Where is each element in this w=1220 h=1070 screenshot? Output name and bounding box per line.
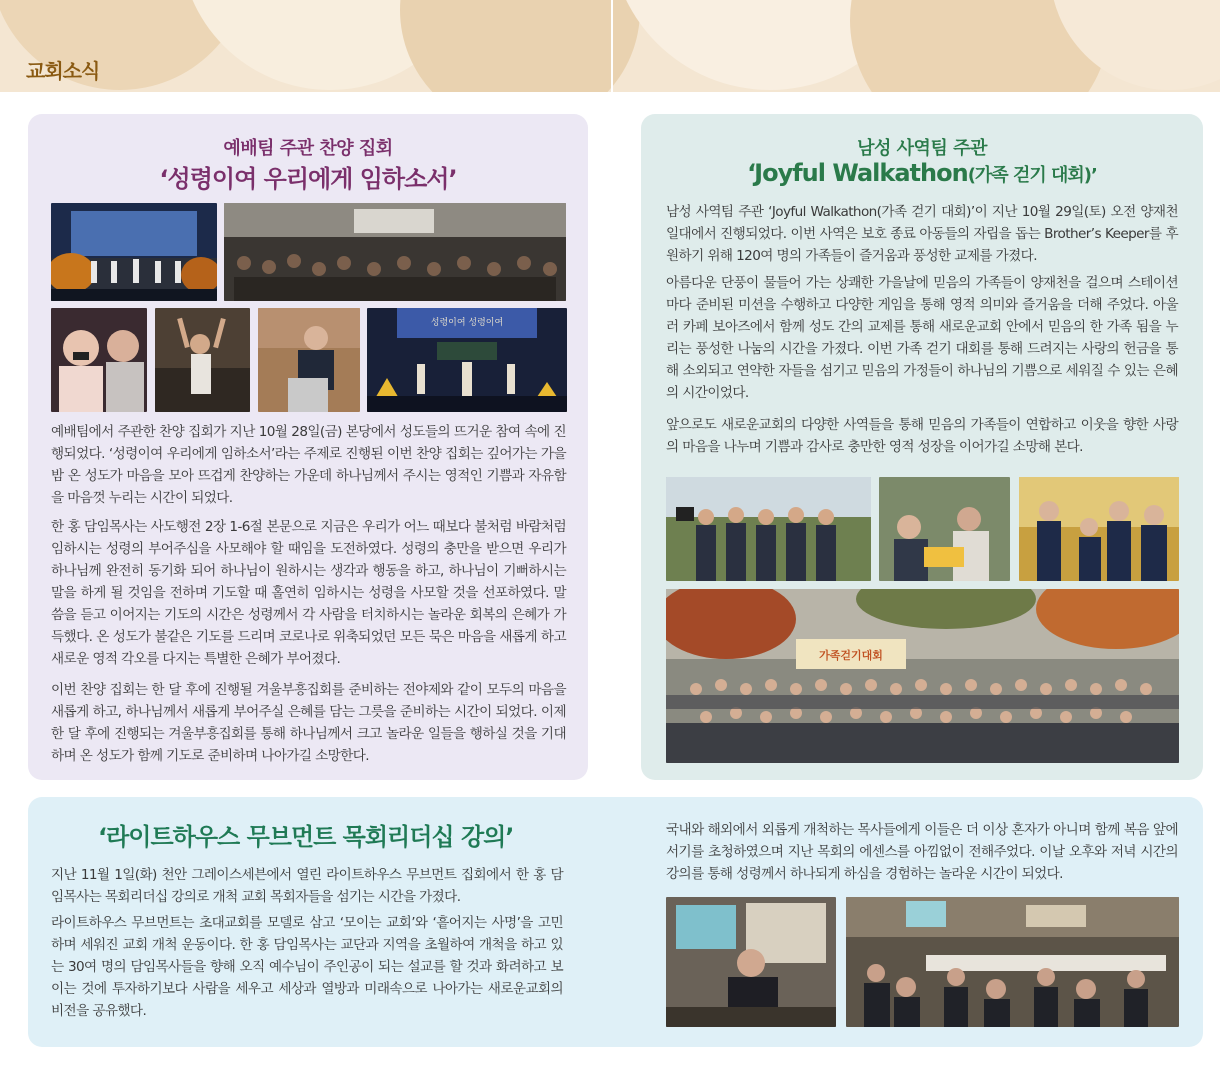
- header-decoration: [0, 0, 1220, 92]
- article-paragraph-3: 앞으로도 새로운교회의 다양한 사역들을 통해 믿음의 가족들이 연합하고 이웃을 향한 사랑의 마음을 나누며 기쁨과 감사로 충만한 영적 성장을 이어가길 소망해 본다.: [666, 417, 1178, 455]
- mission-station-photo: [879, 477, 1010, 581]
- article-paragraph-2: 한 홍 담임목사는 사도행전 2장 1-6절 본문으로 지금은 우리가 어느 때보다 불처럼 바람처럼 임하시는 성령의 부어주심을 사모해야 할 때임을 도전하였다. 성령의 충만을 받으면 우리가 하나님께 완전히 동기화 되어 하나님이 원하시는 생각과 행동을 하고, 하나님이 기뻐하시는 말을 하게 될 것임을 전하며 기도할 때 홀연히 임하시는 성령을 사모할 것을 선포하였다. 말씀을 듣고 이어지는 기도의 시간은 성령께서 각 사람을 터치하시는 놀라운 회복의 은혜가 가득했다. 온 성도가 불같은 기도를 드리며 코로나로 위축되었던 모든 묵은 마음을 새롭게 하고 새로운 영적 각오를 다지는 특별한 은혜가 부어졌다.: [51, 519, 566, 667]
- walkathon-article-panel: [641, 114, 1203, 780]
- worship-article-panel: [28, 114, 588, 780]
- congregation-worship-photo: [224, 203, 566, 301]
- page-header: [0, 0, 1220, 92]
- praying-women-photo: [51, 308, 147, 412]
- stage-worship-team-photo: [367, 308, 567, 412]
- family-photo: [1019, 477, 1179, 581]
- article-paragraph-2: 라이트하우스 무브먼트는 초대교회를 모델로 삼고 ‘모이는 교회’와 ‘흩어지는 사명’을 고민하며 세워진 교회 개척 운동이다. 한 홍 담임목사는 교단과 지역을 초월하여 개척을 하고 있는 30여 명의 담임목사들을 향해 오직 예수님이 주인공이 되는 설교를 할 것과 화려하고 보이는 것에 투자하기보다 사람을 세우고 세상과 열방과 미래속으로 나아가는 새로운교회의 비전을 공유했다.: [51, 915, 563, 1019]
- article-subtitle: 예배팀 주관 찬양 집회: [223, 138, 393, 159]
- article-paragraph-3: 이번 찬양 집회는 한 달 후에 진행될 겨울부흥집회를 준비하는 전야제와 같이 모두의 마음을 새롭게 하고, 하나님께서 새롭게 부어주실 은혜를 담는 그릇을 준비하는 시간이 되었다. 이제 한 달 후에 진행되는 겨울부흥집회를 통해 하나님께서 크고 놀라운 일들을 행하실 것을 기대하며 온 성도가 함께 기도로 준비하며 나아가길 소망한다.: [51, 682, 566, 764]
- stage-screen-caption: 성령이여 성령이여: [430, 318, 504, 328]
- article-title: [641, 159, 1203, 187]
- worship-stage-photo: [51, 203, 217, 301]
- pastor-preaching-photo: [258, 308, 360, 412]
- lecture-audience-photo: [846, 897, 1179, 1027]
- article-paragraph-2: 아름다운 단풍이 물들어 가는 상쾌한 가을날에 믿음의 가족들이 양재천을 걸으며 스테이션마다 준비된 미션을 수행하고 다양한 게임을 통해 영적 의미와 즐거움을 더해 주었다. 아울러 카페 보아즈에서 함께 성도 간의 교제를 통해 새로운교회 안에서 믿음의 한 가족 됨을 누리는 풍성한 나눔의 시간을 가졌다. 이번 가족 걷기 대회를 통해 드려지는 사랑의 헌금을 통해 소외되고 연약한 자들을 섬기고 믿음의 가정들이 하나님의 기쁨으로 세워질 수 있는 은혜의 시간이었다.: [666, 275, 1178, 401]
- article-paragraph-1: 남성 사역팀 주관 ‘Joyful Walkathon(가족 걷기 대회)’이 지난 10월 29일(토) 오전 양재천 일대에서 진행되었다. 이번 사역은 보호 종료 아동들의 자립을 돕는 Brother’s Keeper를 후원하기 위해 120여 명의 가족들이 즐거움과 풍성한 교제를 가졌다.: [666, 204, 1178, 264]
- section-label: 교회소식: [26, 59, 100, 83]
- article-title: ‘라이트하우스 무브먼트 목회리더십 강의’: [98, 823, 514, 851]
- article-paragraph-1: 예배팀에서 주관한 찬양 집회가 지난 10월 28일(금) 본당에서 성도들의 뜨거운 참여 속에 진행되었다. ‘성령이여 우리에게 임하소서’라는 주제로 진행된 이번 찬양 집회는 깊어가는 가을밤 온 성도가 마음을 모아 뜨겁게 찬양하는 가운데 하나님께서 주시는 영적인 기쁨과 자유함을 마음껏 누리는 시간이 되었다.: [51, 424, 566, 506]
- article-paragraph-1: 지난 11월 1일(화) 천안 그레이스세븐에서 열린 라이트하우스 무브먼트 집회에서 한 홍 담임목사는 목회리더십 강의로 개척 교회 목회자들을 섬기는 시간을 가졌다.: [51, 867, 563, 905]
- walkathon-group-photo: [666, 477, 871, 581]
- walkathon-banner-text: 가족걷기대회: [819, 649, 883, 662]
- raised-hands-photo: [155, 308, 250, 412]
- lecture-speaker-photo: [666, 897, 836, 1027]
- article-title: ‘성령이여 우리에게 임하소서’: [159, 165, 457, 193]
- lighthouse-article-panel: [28, 797, 1203, 1047]
- walkathon-all-participants-photo: [666, 589, 1179, 763]
- title-main: ‘Joyful Walkathon: [747, 159, 968, 187]
- article-subtitle: 남성 사역팀 주관: [857, 138, 987, 159]
- article-paragraph-3: 국내와 해외에서 외롭게 개척하는 목사들에게 이들은 더 이상 혼자가 아니며 함께 복음 앞에 서기를 초청하였으며 지난 목회의 에센스를 아낌없이 전해주었다. 이날 오후와 저녁 시간의 강의를 통해 성령께서 하나되게 하심을 경험하는 놀라운 시간이 되었다.: [666, 822, 1178, 882]
- title-small: (가족 걷기 대회)’: [967, 165, 1097, 186]
